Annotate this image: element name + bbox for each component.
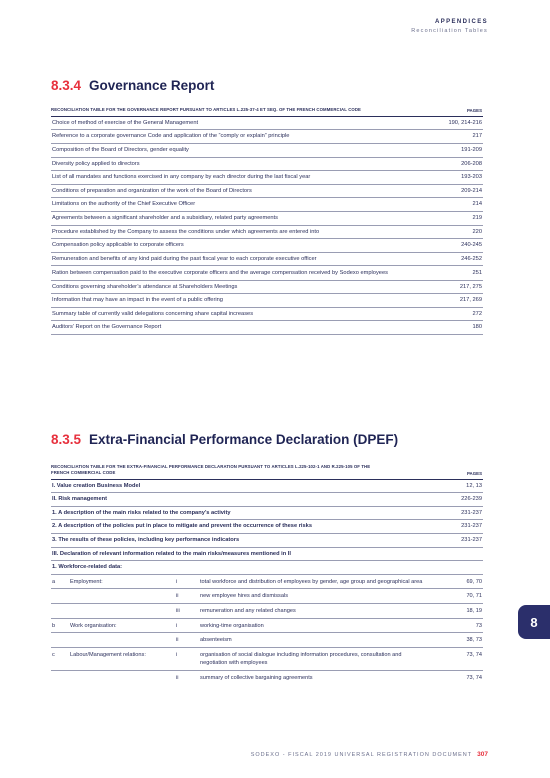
- sub-row: [51, 671, 483, 685]
- sub-pages: 73, 74: [466, 651, 482, 658]
- table-row: Ration between compensation paid to the executive corporate officers and the average compensation received by Sodexo employees 251: [51, 266, 483, 280]
- table-row: Procedure established by the Company to assess the conditions under which agreements are entered into 220: [51, 226, 483, 240]
- sub-topic: Employment:: [70, 578, 103, 585]
- table-title: RECONCILIATION TABLE FOR THE GOVERNANCE REPORT PURSUANT TO ARTICLES L.225-37-4 ET SEQ. OF THE FRENCH COMMERCIAL CODE: [51, 107, 362, 112]
- sub-topic: Labour/Management relations:: [70, 651, 146, 658]
- table-title: RECONCILIATION TABLE FOR THE EXTRA-FINANCIAL PERFORMANCE DECLARATION PURSUANT TO ARTICLES L.225-102-1 AND R.225-105 OF THE FRENCH COMMERCIAL CODE: [51, 464, 371, 475]
- sub-roman: i: [176, 578, 178, 585]
- table-row: Auditors’ Report on the Governance Report 180: [51, 321, 483, 335]
- chapter-tab: 8: [518, 605, 550, 639]
- sub-pages: 69, 70: [466, 578, 482, 585]
- section-title: Extra-Financial Performance Declaration (DPEF): [89, 432, 399, 447]
- table-header: [51, 464, 483, 480]
- table-row: Diversity policy applied to directors 206-208: [51, 158, 483, 172]
- section-heading-governance: [51, 78, 214, 93]
- header-chapter: APPENDICES: [434, 19, 488, 25]
- sub-row: [51, 648, 483, 671]
- sub-roman: ii: [176, 593, 179, 600]
- sub-roman: ii: [176, 637, 179, 644]
- table-row: Choice of method of exercise of the General Management 190, 214-216: [51, 117, 483, 131]
- table-row: Conditions of preparation and organization of the work of the Board of Directors 209-214: [51, 185, 483, 199]
- sub-topic: Work organisation:: [70, 622, 117, 629]
- table-row: I. Value creation Business Model 12, 13: [51, 480, 483, 494]
- running-header: [411, 19, 488, 34]
- sub-row: [51, 575, 483, 590]
- section-title: Governance Report: [89, 78, 215, 93]
- sub-letter: a: [52, 578, 56, 585]
- table-header: [51, 107, 483, 117]
- table-row: Composition of the Board of Directors, gender equality 191-209: [51, 144, 483, 158]
- page-number: 307: [477, 751, 488, 758]
- sub-row: [51, 589, 483, 604]
- table-row: Limitations on the authority of the Chief Executive Officer 214: [51, 198, 483, 212]
- pages-header: PAGES: [466, 470, 482, 476]
- table-row: II. Risk management 226-239: [51, 493, 483, 507]
- table-row: Remuneration and benefits of any kind paid during the past fiscal year to each corporate executive officer 246-252: [51, 253, 483, 267]
- section-heading-dpef: [51, 432, 398, 447]
- sub-text: organisation of social dialogue including information procedures, consultation and negotiation with employees: [200, 651, 402, 667]
- sub-row: [51, 619, 483, 634]
- table-row: Agreements between a significant shareholder and a subsidiary, related party agreements 219: [51, 212, 483, 226]
- sub-roman: i: [176, 651, 178, 658]
- table-row: 1. A description of the main risks related to the company’s activity 231-237: [51, 507, 483, 521]
- table-row: Compensation policy applicable to corporate officers 240-245: [51, 239, 483, 253]
- table-row: 1. Workforce-related data:: [51, 561, 483, 575]
- sub-text: new employee hires and dismissals: [200, 593, 288, 600]
- sub-row: [51, 604, 483, 619]
- sub-text: total workforce and distribution of employees by gender, age group and geographical area: [200, 578, 423, 585]
- table-row: 3. The results of these policies, including key performance indicators 231-237: [51, 534, 483, 548]
- sub-pages: 38, 73: [466, 637, 482, 644]
- sub-pages: 18, 19: [466, 607, 482, 614]
- sub-roman: ii: [176, 674, 179, 681]
- governance-table: [51, 107, 483, 335]
- sub-pages: 73, 74: [466, 674, 482, 681]
- sub-text: absenteeism: [200, 637, 232, 644]
- sub-letter: c: [52, 651, 55, 658]
- section-number: 8.3.4: [51, 78, 82, 93]
- sub-letter: b: [52, 622, 56, 629]
- sub-pages: 70, 71: [466, 593, 482, 600]
- section-number: 8.3.5: [51, 432, 82, 447]
- footer-text: SODEXO - FISCAL 2019 UNIVERSAL REGISTRATION DOCUMENT: [250, 752, 473, 758]
- table-row: Reference to a corporate governance Code and application of the “comply or explain” principle 217: [51, 130, 483, 144]
- sub-row: [51, 633, 483, 648]
- table-row: List of all mandates and functions exercised in any company by each director during the last fiscal year 193-203: [51, 171, 483, 185]
- pages-header: PAGES: [466, 107, 482, 113]
- table-row: Summary table of currently valid delegations concerning share capital increases 272: [51, 308, 483, 322]
- table-row: Information that may have an impact in the event of a public offering 217, 269: [51, 294, 483, 308]
- table-row: 2. A description of the policies put in place to mitigate and prevent the occurrence of these risks 231-237: [51, 520, 483, 534]
- sub-pages: 73: [475, 622, 482, 629]
- header-subtitle: Reconciliation Tables: [411, 28, 488, 34]
- sub-text: summary of collective bargaining agreements: [200, 674, 313, 681]
- dpef-table: [51, 464, 483, 685]
- sub-roman: iii: [176, 607, 180, 614]
- table-row: Conditions governing shareholder’s attendance at Shareholders Meetings 217, 275: [51, 281, 483, 295]
- sub-text: remuneration and any related changes: [200, 607, 296, 614]
- sub-text: working-time organisation: [200, 622, 264, 629]
- sub-roman: i: [176, 622, 178, 629]
- table-row: III. Declaration of relevant information related to the main risks/measures mentioned in II: [51, 548, 483, 562]
- page-footer: [251, 751, 488, 758]
